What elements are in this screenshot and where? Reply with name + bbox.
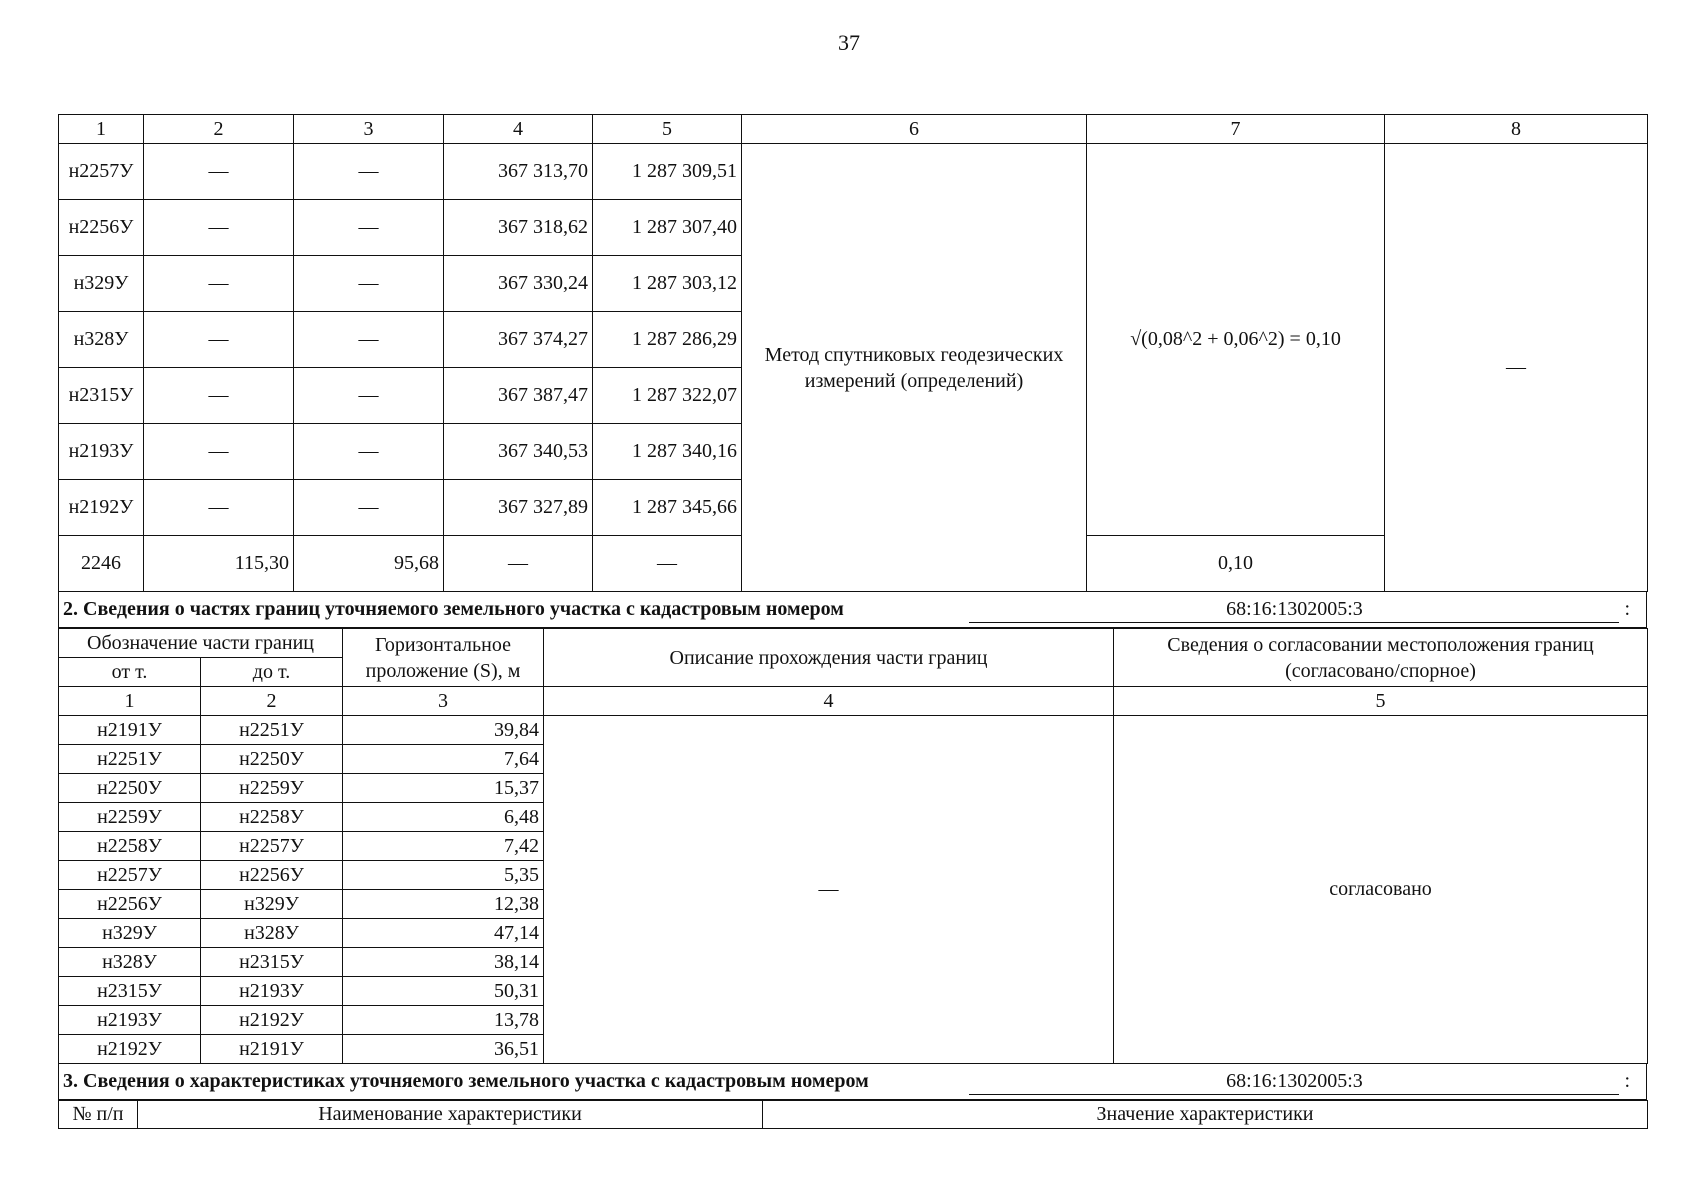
column-number: 1 bbox=[59, 115, 144, 144]
column-number: 7 bbox=[1087, 115, 1385, 144]
coordinates-header-row bbox=[59, 115, 1648, 144]
part-designation-header: Обозначение части границ bbox=[59, 629, 343, 658]
number-header: № п/п bbox=[59, 1101, 138, 1129]
point-id: н328У bbox=[59, 312, 144, 368]
from-point: н2258У bbox=[59, 832, 201, 861]
column-number: 4 bbox=[544, 687, 1114, 716]
coordinate-y: 1 287 286,29 bbox=[593, 312, 742, 368]
boundary-colnum-row bbox=[59, 687, 1648, 716]
section-3-title-table bbox=[58, 1064, 1647, 1100]
cell-value: — bbox=[294, 424, 444, 480]
point-id: н2193У bbox=[59, 424, 144, 480]
coordinate-x: 367 318,62 bbox=[444, 200, 593, 256]
column-number: 3 bbox=[294, 115, 444, 144]
to-point: н328У bbox=[201, 919, 343, 948]
to-point: н2257У bbox=[201, 832, 343, 861]
table-row bbox=[59, 144, 1648, 200]
characteristics-header-row bbox=[59, 1101, 1648, 1129]
from-point: н2191У bbox=[59, 716, 201, 745]
cell-value: — bbox=[294, 368, 444, 424]
from-point: н2193У bbox=[59, 1006, 201, 1035]
column-number: 5 bbox=[1114, 687, 1648, 716]
cell-value: — bbox=[144, 368, 294, 424]
horizontal-distance: 12,38 bbox=[343, 890, 544, 919]
horizontal-distance: 38,14 bbox=[343, 948, 544, 977]
coordinate-x: 367 374,27 bbox=[444, 312, 593, 368]
column-number: 6 bbox=[742, 115, 1087, 144]
boundary-parts-table bbox=[58, 628, 1648, 1064]
accuracy-formula: √(0,08^2 + 0,06^2) = 0,10 bbox=[1087, 144, 1385, 536]
table-row bbox=[59, 716, 1648, 745]
agreement-header: Сведения о согласовании местоположения границ (согласовано/спорное) bbox=[1114, 629, 1648, 687]
accuracy-value: 0,10 bbox=[1087, 536, 1385, 592]
column-number: 1 bbox=[59, 687, 201, 716]
characteristics-table bbox=[58, 1100, 1648, 1129]
coordinate-x: 367 340,53 bbox=[444, 424, 593, 480]
coordinate-y: — bbox=[593, 536, 742, 592]
from-point: н2256У bbox=[59, 890, 201, 919]
cell-value: — bbox=[144, 480, 294, 536]
coordinate-y: 1 287 340,16 bbox=[593, 424, 742, 480]
from-point-header: от т. bbox=[59, 658, 201, 687]
to-point: н2259У bbox=[201, 774, 343, 803]
column-number: 8 bbox=[1385, 115, 1648, 144]
agreement-value: согласовано bbox=[1114, 716, 1648, 1064]
cell-value: — bbox=[294, 256, 444, 312]
boundary-header-row bbox=[59, 629, 1648, 658]
column-number: 4 bbox=[444, 115, 593, 144]
from-point: н2192У bbox=[59, 1035, 201, 1064]
column-number: 3 bbox=[343, 687, 544, 716]
horizontal-distance: 36,51 bbox=[343, 1035, 544, 1064]
from-point: н329У bbox=[59, 919, 201, 948]
coordinate-y: 1 287 307,40 bbox=[593, 200, 742, 256]
point-id: н2315У bbox=[59, 368, 144, 424]
from-point: н2251У bbox=[59, 745, 201, 774]
coordinate-y: 1 287 303,12 bbox=[593, 256, 742, 312]
coordinate-y: 1 287 322,07 bbox=[593, 368, 742, 424]
section-3-colon: : bbox=[1624, 1070, 1630, 1092]
cell-value: — bbox=[144, 200, 294, 256]
horizontal-distance: 39,84 bbox=[343, 716, 544, 745]
characteristic-value-header: Значение характеристики bbox=[763, 1101, 1648, 1129]
section-3-title bbox=[59, 1064, 1647, 1100]
horizontal-distance: 15,37 bbox=[343, 774, 544, 803]
coordinate-x: 367 327,89 bbox=[444, 480, 593, 536]
horizontal-distance: 7,64 bbox=[343, 745, 544, 774]
to-point: н2256У bbox=[201, 861, 343, 890]
horizontal-distance: 6,48 bbox=[343, 803, 544, 832]
point-id: н329У bbox=[59, 256, 144, 312]
column-number: 2 bbox=[201, 687, 343, 716]
point-id: н2257У bbox=[59, 144, 144, 200]
section-2-colon: : bbox=[1624, 598, 1630, 620]
horizontal-distance: 5,35 bbox=[343, 861, 544, 890]
coordinate-x: 367 330,24 bbox=[444, 256, 593, 312]
to-point: н2192У bbox=[201, 1006, 343, 1035]
point-id: 2246 bbox=[59, 536, 144, 592]
cell-value: — bbox=[294, 312, 444, 368]
section-3-cadastral-number: 68:16:1302005:3 bbox=[969, 1068, 1619, 1095]
horizontal-distance: 13,78 bbox=[343, 1006, 544, 1035]
to-point: н2315У bbox=[201, 948, 343, 977]
horizontal-distance-header: Горизонтальное проложение (S), м bbox=[343, 629, 544, 687]
coordinate-x: — bbox=[444, 536, 593, 592]
to-point: н2191У bbox=[201, 1035, 343, 1064]
characteristic-name-header: Наименование характеристики bbox=[138, 1101, 763, 1129]
cell-value: — bbox=[294, 200, 444, 256]
coordinate-y: 1 287 309,51 bbox=[593, 144, 742, 200]
section-2-title-table bbox=[58, 592, 1647, 628]
cell-value: — bbox=[144, 144, 294, 200]
point-id: н2192У bbox=[59, 480, 144, 536]
cell-value: 115,30 bbox=[144, 536, 294, 592]
description-value: — bbox=[544, 716, 1114, 1064]
column-number: 2 bbox=[144, 115, 294, 144]
to-point: н2193У bbox=[201, 977, 343, 1006]
to-point: н2258У bbox=[201, 803, 343, 832]
section-2-title-text: 2. Сведения о частях границ уточняемого земельного участка с кадастровым номером bbox=[63, 598, 844, 620]
to-point: н2251У bbox=[201, 716, 343, 745]
horizontal-distance: 50,31 bbox=[343, 977, 544, 1006]
to-point-header: до т. bbox=[201, 658, 343, 687]
column-8-value: — bbox=[1385, 144, 1648, 592]
description-header: Описание прохождения части границ bbox=[544, 629, 1114, 687]
horizontal-distance: 7,42 bbox=[343, 832, 544, 861]
cell-value: — bbox=[294, 480, 444, 536]
cell-value: — bbox=[144, 424, 294, 480]
cell-value: — bbox=[144, 312, 294, 368]
coordinate-x: 367 313,70 bbox=[444, 144, 593, 200]
to-point: н2250У bbox=[201, 745, 343, 774]
coordinates-table bbox=[58, 114, 1648, 592]
cell-value: — bbox=[144, 256, 294, 312]
from-point: н2250У bbox=[59, 774, 201, 803]
cell-value: 95,68 bbox=[294, 536, 444, 592]
from-point: н2259У bbox=[59, 803, 201, 832]
horizontal-distance: 47,14 bbox=[343, 919, 544, 948]
section-2-cadastral-number: 68:16:1302005:3 bbox=[969, 596, 1619, 623]
column-number: 5 bbox=[593, 115, 742, 144]
page-number: 37 bbox=[838, 30, 860, 55]
coordinate-x: 367 387,47 bbox=[444, 368, 593, 424]
measurement-method: Метод спутниковых геодезических измерений (определений) bbox=[742, 144, 1087, 592]
from-point: н328У bbox=[59, 948, 201, 977]
section-3-title-text: 3. Сведения о характеристиках уточняемого земельного участка с кадастровым номером bbox=[63, 1070, 869, 1092]
section-2-title bbox=[59, 592, 1647, 628]
from-point: н2315У bbox=[59, 977, 201, 1006]
coordinate-y: 1 287 345,66 bbox=[593, 480, 742, 536]
cell-value: — bbox=[294, 144, 444, 200]
point-id: н2256У bbox=[59, 200, 144, 256]
to-point: н329У bbox=[201, 890, 343, 919]
from-point: н2257У bbox=[59, 861, 201, 890]
document-body bbox=[58, 114, 1647, 1129]
